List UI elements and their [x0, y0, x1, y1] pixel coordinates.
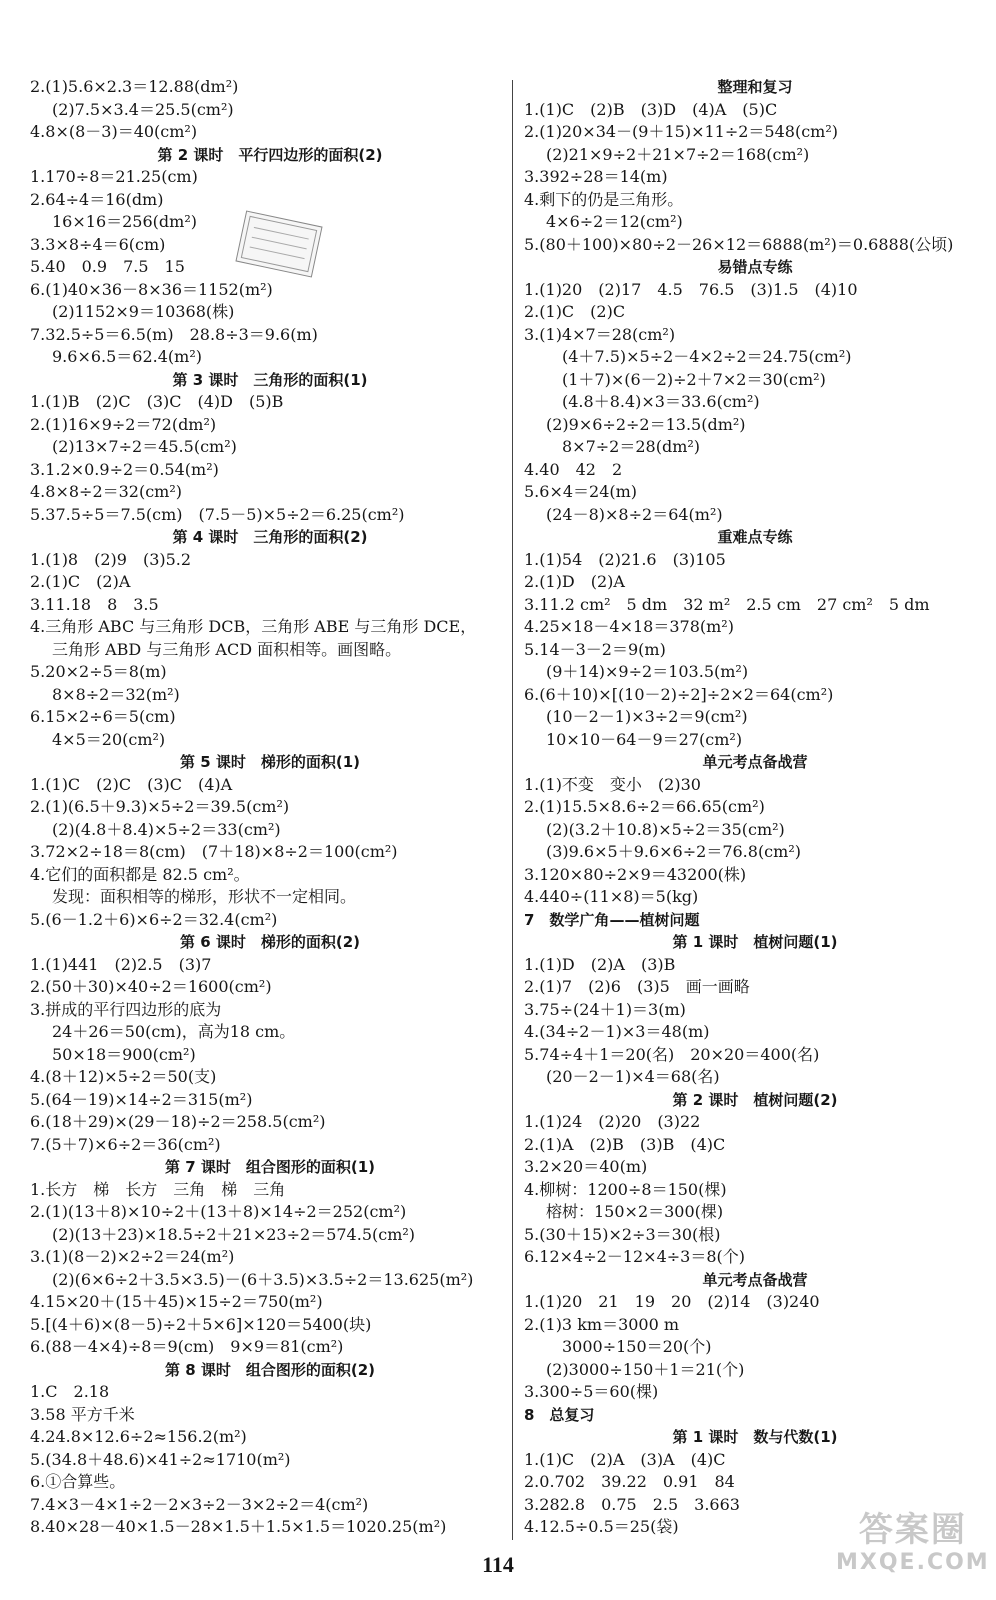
lesson-heading: 易错点专练 [717, 258, 793, 276]
answer-line: 7.(5＋7)×6÷2＝36(cm²) [30, 1134, 221, 1154]
answer-line: 3.75÷(24＋1)＝3(m) [524, 999, 686, 1019]
answer-line: 三角形 ABD 与三角形 ACD 面积相等。画图略。 [52, 639, 402, 659]
answer-line: 2.(1)C (2)A [30, 572, 131, 591]
answer-line: 1.(1)441 (2)2.5 (3)7 [30, 954, 212, 974]
answer-line: 2.(1)(13＋8)×10÷2＋(13＋8)×14÷2＝252(cm²) [30, 1202, 407, 1221]
section-heading: 8 总复习 [524, 1405, 595, 1424]
answer-line: 1.(1)C (2)B (3)D (4)A (5)C [524, 99, 778, 119]
answer-line: 3.11.18 8 3.5 [30, 594, 159, 614]
lesson-heading: 第 6 课时 梯形的面积(2) [179, 933, 361, 951]
answer-line: 4×5＝20(cm²) [52, 729, 166, 749]
answer-line: (2)(3.2＋10.8)×5÷2＝35(cm²) [546, 819, 785, 839]
answer-line: 3.(1)(8－2)×2÷2＝24(m²) [30, 1247, 235, 1266]
answer-line: (2)7.5×3.4＝25.5(cm²) [52, 99, 234, 119]
lesson-heading: 第 1 课时 植树问题(1) [672, 933, 838, 951]
section-heading: 7 数学广角——植树问题 [524, 910, 700, 929]
answer-line: 1.(1)20 (2)17 4.5 76.5 (3)1.5 (4)10 [524, 279, 858, 299]
answer-line: 5.(80＋100)×80÷2－26×12＝6888(m²)＝0.6888(公顷) [524, 234, 954, 254]
answer-line: 4.15×20＋(15＋45)×15÷2＝750(m²) [30, 1292, 323, 1311]
answer-line: 1.170÷8＝21.25(cm) [30, 167, 198, 186]
answer-line: 1.(1)54 (2)21.6 (3)105 [524, 549, 726, 569]
answer-line: 8×7÷2＝28(dm²) [562, 437, 701, 456]
answer-line: 2.64÷4＝16(dm) [30, 189, 164, 209]
answer-line: 1.(1)不变 变小 (2)30 [524, 774, 701, 794]
answer-line: 24＋26＝50(cm)，高为18 cm。 [52, 1022, 296, 1041]
answer-line: 5.40 0.9 7.5 15 [30, 257, 185, 276]
answer-line: 2.(1)3 km＝3000 m [524, 1314, 680, 1334]
answer-line: 9.6×6.5＝62.4(m²) [52, 347, 202, 366]
answer-line: 2.(1)20×34－(9＋15)×11÷2＝548(cm²) [524, 122, 839, 141]
answer-line: 3.120×80÷2×9＝43200(株) [524, 864, 747, 884]
answer-line: 3.3×8÷4＝6(cm) [30, 234, 166, 254]
answer-line: 5.20×2÷5＝8(m) [30, 662, 167, 681]
answer-line: 4.柳树：1200÷8＝150(棵) [524, 1179, 727, 1199]
answer-line: 4.440÷(11×8)＝5(kg) [524, 887, 699, 906]
answer-line: (3)9.6×5＋9.6×6÷2＝76.8(cm²) [546, 842, 801, 861]
answer-line: 3000÷150＝20(个) [562, 1337, 712, 1356]
answer-line: 1.C 2.18 [30, 1382, 110, 1401]
answer-line: 发现：面积相等的梯形，形状不一定相同。 [52, 887, 357, 906]
answer-line: 6.(1)40×36－8×36＝1152(m²) [30, 279, 273, 299]
answer-line: 7.4×3－4×1÷2－2×3÷2－3×2÷2＝4(cm²) [30, 1494, 369, 1514]
answer-line: 3.11.2 cm² 5 dm 32 m² 2.5 cm 27 cm² 5 dm [524, 594, 930, 614]
answer-line: 1.(1)C (2)C (3)C (4)A [30, 774, 233, 794]
answer-line: 5.(6－1.2＋6)×6÷2＝32.4(cm²) [30, 909, 278, 929]
answer-line: 5.14－3－2＝9(m) [524, 639, 666, 659]
answer-line: 4.(34÷2－1)×3＝48(m) [524, 1022, 710, 1041]
answer-line: 3.1.2×0.9÷2＝0.54(m²) [30, 459, 219, 479]
answer-line: 2.(1)15.5×8.6÷2＝66.65(cm²) [524, 797, 765, 816]
answer-line: 1.(1)8 (2)9 (3)5.2 [30, 549, 192, 569]
answer-line: (2)(6×6÷2＋3.5×3.5)－(6＋3.5)×3.5÷2＝13.625(m²) [52, 1269, 474, 1289]
answer-line: 5.(30＋15)×2÷3＝30(根) [524, 1224, 721, 1244]
answer-line: 3.72×2÷18＝8(cm) (7＋18)×8÷2＝100(cm²) [30, 842, 398, 861]
column-divider [512, 80, 513, 1540]
answer-line: 50×18＝900(cm²) [52, 1044, 196, 1064]
answer-line: 2.(1)D (2)A [524, 572, 625, 591]
answer-line: 3.2×20＝40(m) [524, 1157, 648, 1176]
answer-line: 8.40×28－40×1.5－28×1.5＋1.5×1.5＝1020.25(m²) [30, 1517, 447, 1536]
lesson-heading: 第 1 课时 数与代数(1) [672, 1428, 838, 1446]
left-column [30, 76, 510, 1539]
answer-line: 1.长方 梯 长方 三角 梯 三角 [30, 1179, 286, 1199]
answer-line: 4.8×(8－3)＝40(cm²) [30, 122, 198, 141]
lesson-heading: 第 4 课时 三角形的面积(2) [172, 528, 368, 546]
answer-line: 3.58 平方千米 [30, 1404, 135, 1424]
answer-line: 1.(1)24 (2)20 (3)22 [524, 1112, 701, 1131]
answer-line: (2)9×6÷2÷2＝13.5(dm²) [546, 414, 746, 434]
lesson-heading: 第 7 课时 组合图形的面积(1) [164, 1158, 376, 1176]
answer-line: 3.(1)4×7＝28(cm²) [524, 324, 676, 344]
answer-line: 6.①合算些。 [30, 1472, 126, 1491]
answer-line: 2.(1)7 (2)6 (3)5 画一画略 [524, 977, 750, 996]
answer-line: 2.(50＋30)×40÷2＝1600(cm²) [30, 977, 272, 996]
answer-line: (2)21×9÷2＋21×7÷2＝168(cm²) [546, 144, 810, 164]
answer-line: 2.(1)16×9÷2＝72(dm²) [30, 414, 217, 434]
answer-line: 4.12.5÷0.5＝25(袋) [524, 1517, 679, 1536]
answer-line: 1.(1)C (2)A (3)A (4)C [524, 1449, 726, 1469]
answer-line: (20－2－1)×4＝68(名) [546, 1067, 720, 1086]
answer-line: 5.(64－19)×14÷2＝315(m²) [30, 1089, 253, 1109]
answer-line: 3.拼成的平行四边形的底为 [30, 999, 222, 1019]
answer-line: 1.(1)B (2)C (3)C (4)D (5)B [30, 392, 284, 411]
answer-line: 7.32.5÷5＝6.5(m) 28.8÷3＝9.6(m) [30, 324, 318, 344]
answer-line: 3.300÷5＝60(棵) [524, 1382, 659, 1401]
answer-line: 6.(88－4×4)÷8＝9(cm) 9×9＝81(cm²) [30, 1337, 344, 1356]
answer-line: 5.74÷4＋1＝20(名) 20×20＝400(名) [524, 1044, 820, 1064]
lesson-heading: 第 3 课时 三角形的面积(1) [172, 370, 368, 389]
answer-line: (2)13×7÷2＝45.5(cm²) [52, 437, 237, 456]
answer-line: 8×8÷2＝32(m²) [52, 684, 180, 704]
answer-line: 2.(1)A (2)B (3)B (4)C [524, 1134, 726, 1154]
answer-line: (2)1152×9＝10368(株) [52, 302, 235, 321]
lesson-heading: 第 2 课时 植树问题(2) [672, 1090, 838, 1109]
answer-line: 5.(34.8＋48.6)×41÷2≈1710(m²) [30, 1449, 291, 1469]
watermark-logo: 答案圈 MXQE.COM [836, 1510, 990, 1575]
answer-line: 2.(1)5.6×2.3＝12.88(dm²) [30, 77, 239, 96]
lesson-heading: 整理和复习 [717, 78, 793, 96]
answer-line: 6.12×4÷2－12×4÷3＝8(个) [524, 1247, 745, 1266]
answer-line: 4.剩下的仍是三角形。 [524, 189, 684, 209]
answer-line: 5.6×4＝24(m) [524, 482, 638, 501]
answer-line: 10×10－64－9＝27(cm²) [546, 729, 743, 749]
answer-line: 4.它们的面积都是 82.5 cm²。 [30, 864, 250, 884]
lesson-heading: 第 2 课时 平行四边形的面积(2) [157, 145, 383, 164]
answer-line: 16×16＝256(dm²) [52, 212, 197, 231]
answer-line: (10－2－1)×3÷2＝9(cm²) [546, 707, 748, 726]
answer-line: 5.[(4＋6)×(8－5)÷2＋5×6]×120＝5400(块) [30, 1314, 372, 1334]
lesson-heading: 单元考点备战营 [702, 753, 808, 771]
page-number: 114 [482, 1552, 514, 1577]
answer-line: 4.三角形 ABC 与三角形 DCB，三角形 ABE 与三角形 DCE， [30, 617, 477, 636]
answer-line: 2.0.702 39.22 0.91 84 [524, 1472, 735, 1491]
answer-line: 3.282.8 0.75 2.5 3.663 [524, 1494, 740, 1514]
answer-line: 1.(1)D (2)A (3)B [524, 954, 676, 974]
lesson-heading: 第 8 课时 组合图形的面积(2) [164, 1360, 376, 1379]
answer-line: 2.(1)(6.5＋9.3)×5÷2＝39.5(cm²) [30, 797, 290, 816]
answer-line: 4×6÷2＝12(cm²) [546, 212, 683, 231]
answer-line: 6.(18＋29)×(29－18)÷2＝258.5(cm²) [30, 1112, 326, 1131]
answer-line: (9＋14)×9÷2＝103.5(m²) [546, 662, 749, 681]
answer-line: (1＋7)×(6－2)÷2＋7×2＝30(cm²) [562, 369, 826, 389]
answer-line: 3.392÷28＝14(m) [524, 167, 668, 186]
answer-line: 4.24.8×12.6÷2≈156.2(m²) [30, 1427, 247, 1446]
answer-line: 6.15×2÷6＝5(cm) [30, 707, 176, 726]
answer-line: 2.(1)C (2)C [524, 302, 626, 321]
answer-line: (4＋7.5)×5÷2－4×2÷2＝24.75(cm²) [562, 347, 852, 366]
answer-line: (2)3000÷150＋1＝21(个) [546, 1359, 745, 1379]
answer-line: 榕树：150×2＝300(棵) [546, 1202, 724, 1221]
answer-line: 4.(8＋12)×5÷2＝50(支) [30, 1067, 217, 1086]
answer-line: 4.8×8÷2＝32(cm²) [30, 482, 183, 501]
lesson-heading: 单元考点备战营 [702, 1270, 808, 1289]
lesson-heading: 重难点专练 [717, 528, 793, 546]
answer-line: (4.8＋8.4)×3＝33.6(cm²) [562, 392, 760, 411]
answer-line: 4.40 42 2 [524, 459, 623, 479]
answer-line: 1.(1)20 21 19 20 (2)14 (3)240 [524, 1292, 820, 1311]
answer-line: (2)(13＋23)×18.5÷2＋21×23÷2＝574.5(cm²) [52, 1224, 416, 1244]
answer-line: (24－8)×8÷2＝64(m²) [546, 504, 723, 524]
answer-line: 4.25×18－4×18＝378(m²) [524, 617, 734, 636]
answer-line: 5.37.5÷5＝7.5(cm) (7.5－5)×5÷2＝6.25(cm²) [30, 504, 405, 524]
right-column [524, 76, 986, 1539]
answer-line: (2)(4.8＋8.4)×5÷2＝33(cm²) [52, 819, 281, 839]
lesson-heading: 第 5 课时 梯形的面积(1) [179, 753, 361, 771]
answer-line: 6.(6＋10)×[(10－2)÷2]÷2×2＝64(cm²) [524, 684, 834, 704]
